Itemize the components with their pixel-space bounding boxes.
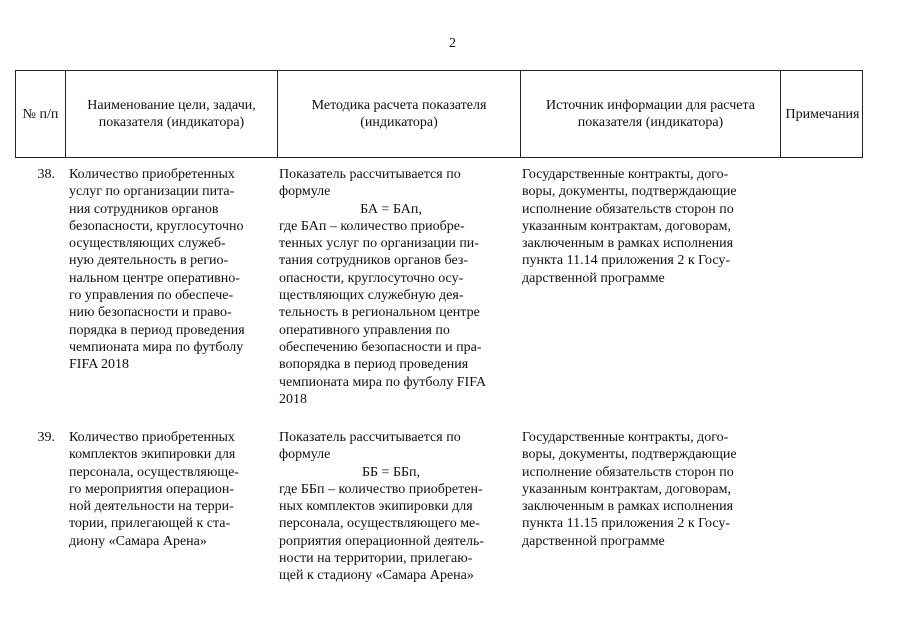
- formula: ББ = ББп,: [361, 464, 421, 480]
- formula: БА = БАп,: [360, 201, 422, 217]
- row-name: Количество приобретенных комплектов экипировки для персонала, осуществляюще- го мероприятия операцион- ной деятельности на терри- тории, прилегающей к ста- диону «Самара Арена»: [69, 430, 239, 549]
- row-number: 38.: [37, 167, 55, 182]
- row-method: Показатель рассчитывается по формуле ББ = ББп, где ББп – количество приобретен- ных комплектов экипировки для персонала, осуществляющего ме- роприятия операционной деятель- ности на территории, прилегаю- щей к стадиону «Самара Арена»: [279, 429, 503, 585]
- header-source: Источник информации для расчета показателя (индикатора): [521, 71, 781, 157]
- row-source: Государственные контракты, дого- воры, документы, подтверждающие исполнение обязательств сторон по указанным контрактам, договорам, заключенным в рамках исполнения пункта 11.15 приложения 2 к Госу- дарственной программе: [522, 430, 737, 549]
- table-header: [15, 70, 863, 158]
- row-source: Государственные контракты, дого- воры, документы, подтверждающие исполнение обязательств сторон по указанным контрактам, договорам, заключенным в рамках исполнения пункта 11.14 приложения 2 к Госу- дарственной программе: [522, 167, 737, 286]
- header-name: Наименование цели, задачи, показателя (индикатора): [66, 71, 278, 157]
- row-number: 39.: [37, 430, 55, 445]
- page-number: 2: [449, 36, 456, 51]
- row-method: Показатель рассчитывается по формуле БА = БАп, где БАп – количество приобре- тенных услуг по организации пи- тания сотрудников органов без- опасности, круглосуточно осу- ществляющих служебную дея- тельность в региональном центре оперативного управления по обеспечению безопасности и пра- вопорядка в период проведения чемпионата мира по футболу FIFA 2018: [279, 166, 503, 408]
- row-name: Количество приобретенных услуг по организации пита- ния сотрудников органов безопасности, круглосуточно осуществляющих служеб- ную деятельность в регио- нальном центре оперативно- го управления по обеспече- нию безопасности и право- порядка в период проведения чемпионата мира по футболу FIFA 2018: [69, 167, 245, 373]
- header-notes: Примечания: [785, 106, 860, 122]
- header-number: № п/п: [16, 71, 66, 157]
- header-method: Методика расчета показателя (индикатора): [278, 71, 521, 157]
